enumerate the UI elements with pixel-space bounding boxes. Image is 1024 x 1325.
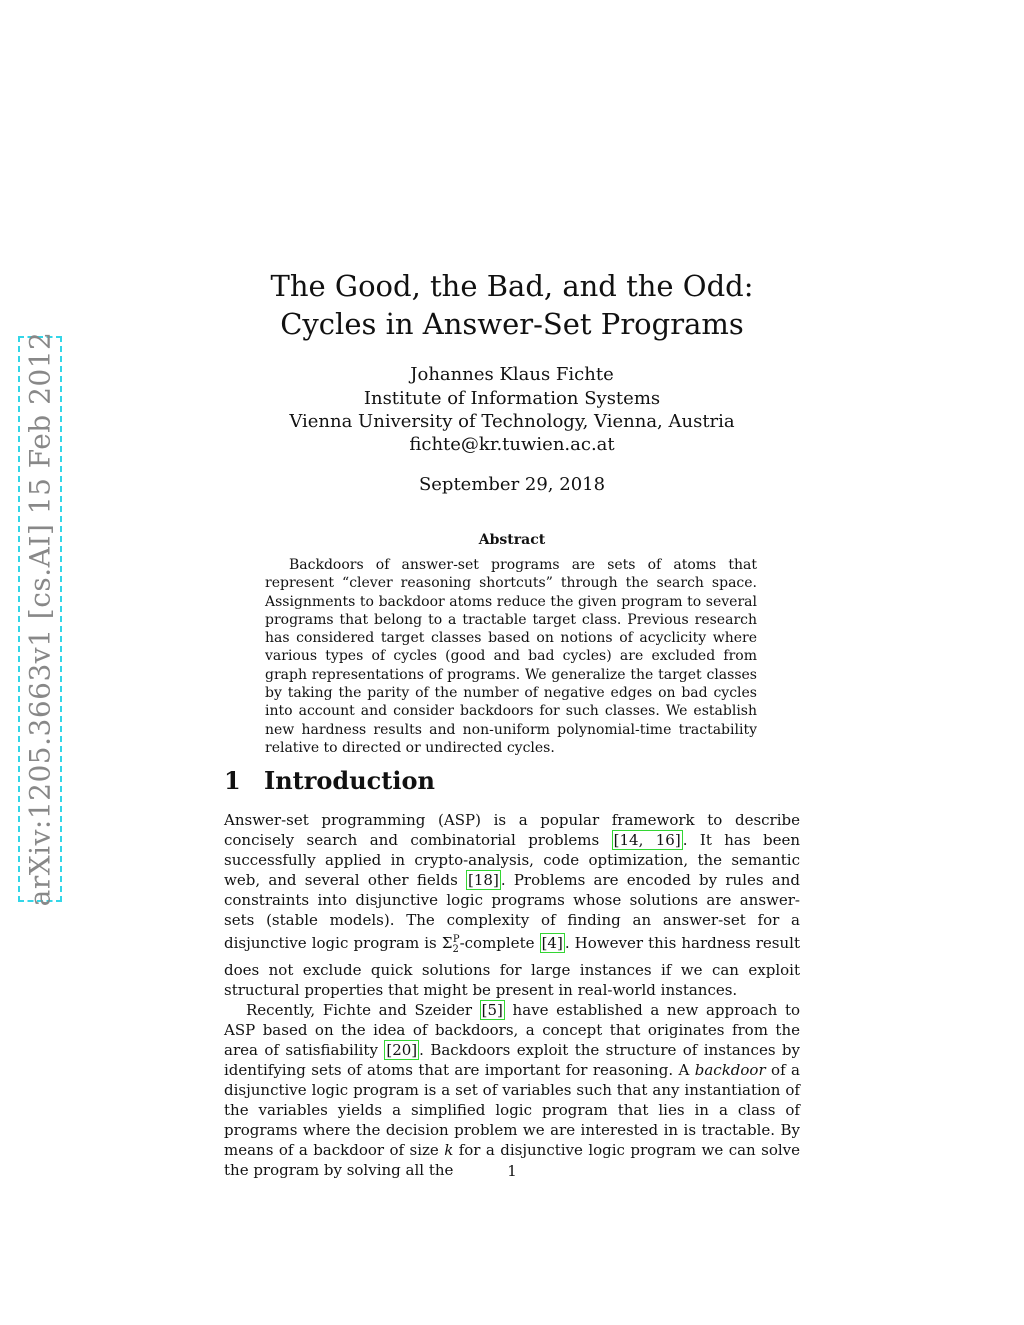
section-title: Introduction xyxy=(264,766,435,795)
introduction-body xyxy=(224,810,800,1180)
sigma-subscript: 2 xyxy=(452,944,459,955)
intro-paragraph-1 xyxy=(224,810,800,1000)
arxiv-stamp-text: arXiv:1205.3663v1 [cs.AI] 15 Feb 2012 xyxy=(23,331,57,907)
abstract-text: Backdoors of answer-set programs are sets of atoms that represent “clever reasoning shortcuts” through the search space. Assignments to backdoor atoms reduce the given program to several programs that belong to a tractable target class. Previous research has considered target classes based on notions of acyclicity where various types of cycles (good and bad cycles) are excluded from graph representations of programs. We generalize the target classes by taking the parity of the number of negative edges on bad cycles into account and consider backdoors for such classes. We establish new hardness results and non-uniform polynomial-time tractability relative to directed or undirected cycles. xyxy=(265,557,757,756)
abstract-body xyxy=(265,556,757,757)
text-run: Recently, Fichte and Szeider xyxy=(246,1001,480,1019)
text-run: . It has been successfully applied in crypto-analysis, code optimization, the semantic web, and several other fields xyxy=(224,831,801,889)
author-email: fichte@kr.tuwien.ac.at xyxy=(409,434,615,455)
paper-title-line-1: The Good, the Bad, and the Odd: xyxy=(270,269,754,303)
citation-link[interactable]: [5] xyxy=(481,1001,503,1019)
text-run: for a disjunctive logic program we can solve the program by solving all the xyxy=(224,1141,800,1179)
text-run: . Backdoors exploit the structure of instances by identifying sets of atoms that are important for reasoning. A xyxy=(224,1041,800,1079)
abstract-heading: Abstract xyxy=(478,532,546,548)
paper-date: September 29, 2018 xyxy=(418,474,606,495)
text-run: Answer-set programming (ASP) is a popular framework to describe concisely search and combinatorial problems xyxy=(224,811,800,849)
section-number: 1 xyxy=(224,766,241,795)
emphasis: backdoor xyxy=(694,1061,766,1079)
page-number: 1 xyxy=(507,1162,517,1180)
text-run: of a disjunctive logic program is a set of variables such that any instantiation of the variables yields a simplified logic program that lies in a class of programs where the decision problem we are interested in is tractable. By means of a backdoor of size xyxy=(224,1061,801,1159)
text-run: . Problems are encoded by rules and constraints into disjunctive logic programs whose solutions are answer-sets (stable models). The complexity of finding an answer-set for a disjunctive logic program is Σ xyxy=(224,871,800,952)
citation-link[interactable]: [14, 16] xyxy=(613,831,681,849)
sigma-superscript: P xyxy=(452,934,460,945)
citation-link[interactable]: [20] xyxy=(386,1041,418,1059)
citation-link[interactable]: [4] xyxy=(541,934,563,952)
intro-paragraph-2 xyxy=(224,1000,800,1180)
text-run: -complete xyxy=(459,934,540,952)
math-variable: k xyxy=(444,1141,454,1159)
citation-link[interactable]: [18] xyxy=(468,871,499,889)
section-heading xyxy=(224,766,435,795)
author-name: Johannes Klaus Fichte xyxy=(410,364,614,385)
paper-title-line-2: Cycles in Answer-Set Programs xyxy=(280,307,744,341)
text-run: . However this hardness result does not exclude quick solutions for large instances if we can exploit structural properties that might be present in real-world instances. xyxy=(224,934,800,999)
text-run: have established a new approach to ASP based on the idea of backdoors, a concept that originates from the area of satisfiability xyxy=(224,1001,801,1059)
author-university: Vienna University of Technology, Vienna, Austria xyxy=(289,411,735,432)
author-institute: Institute of Information Systems xyxy=(363,388,661,409)
